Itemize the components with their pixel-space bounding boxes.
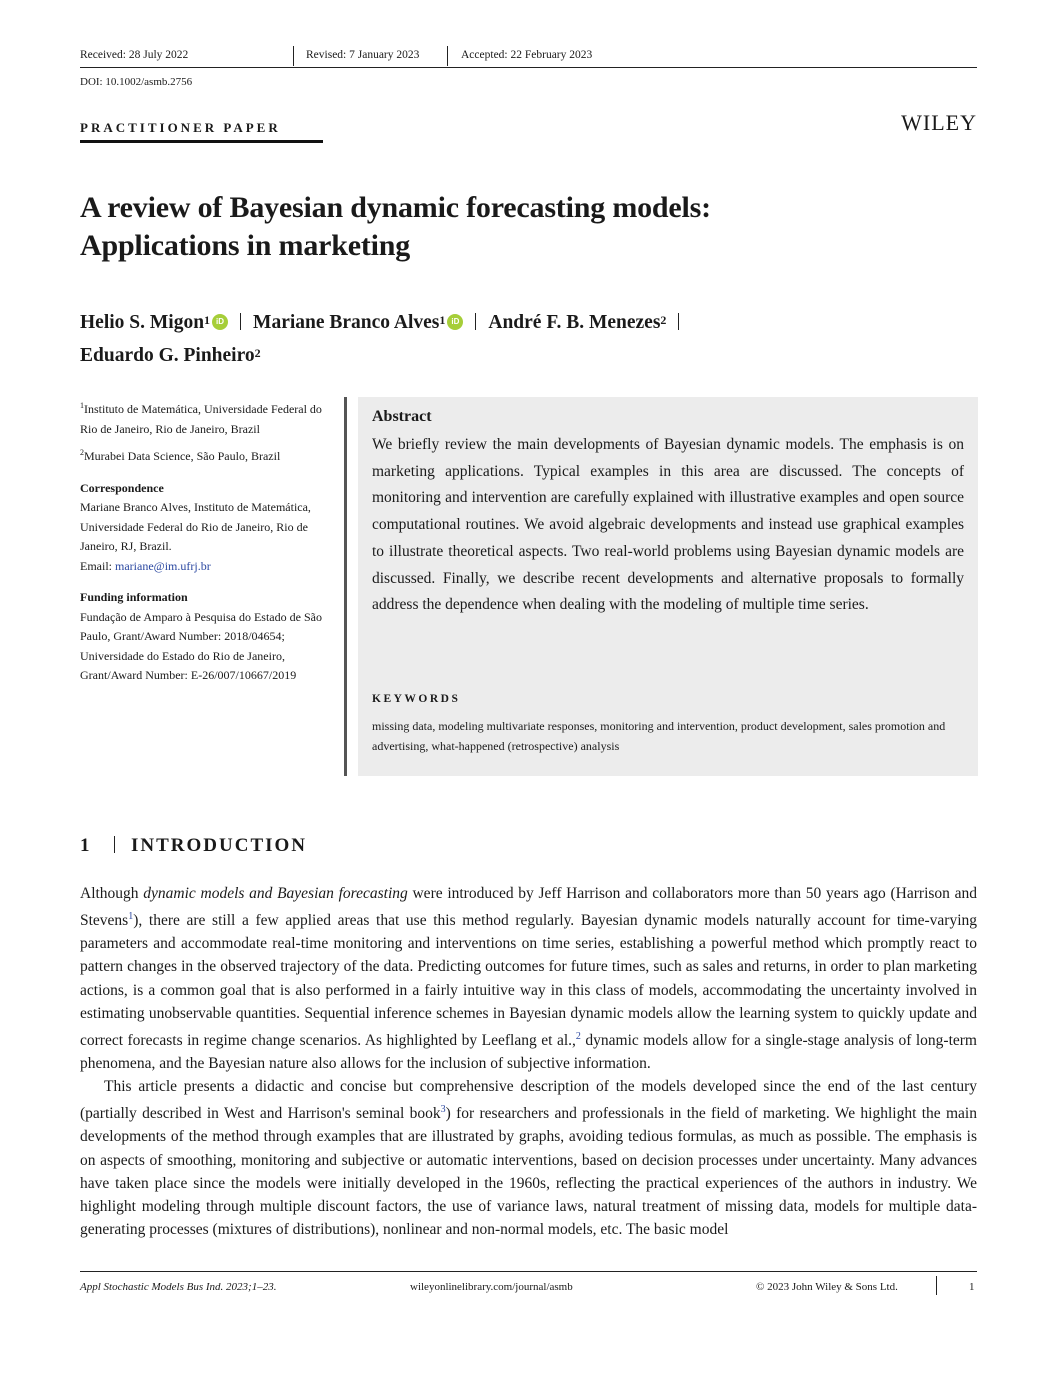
body-text (80, 882, 977, 1241)
keywords-text: missing data, modeling multivariate responses, monitoring and intervention, product development, sales promotion and advertising, what-happened (retrospective) analysis (372, 719, 946, 753)
citation-link[interactable]: 1 (128, 911, 134, 923)
paper-type: PRACTITIONER PAPER (80, 120, 281, 135)
author-name[interactable]: Mariane Branco Alves (253, 312, 440, 333)
email-link[interactable]: mariane@im.ufrj.br (115, 558, 211, 573)
text-span: ) for researchers and professionals in the field of marketing. We highlight the main developments of the method through examples that are illustrated by graphs, avoiding tedious formulas, as much as possible. The emphasis is on aspects of smoothing, monitoring and subjective or automatic interventions, based on decision processes under uncertainty. Many advances have taken place since the models were initially developed in the 1960s, reflecting the practical experiences of the authors in industry. We highlight modeling through multiple discount factors, the use of variance laws, natural treatment of missing data, models for multiple data-generating processes (mixtures of distributions), nonlinear and non-normal models, etc. The basic model (80, 1105, 977, 1238)
divider (293, 46, 294, 66)
article-title (80, 189, 980, 265)
affiliation-ref[interactable]: 2 (254, 346, 261, 360)
section-divider (114, 836, 115, 853)
publisher-logo: WILEY (901, 110, 977, 135)
orcid-icon[interactable]: iD (447, 314, 463, 330)
correspondence-email-line (80, 557, 332, 577)
abstract-text: We briefly review the main developments of Bayesian dynamic models. The emphasis is on marketing applications. Typical examples in this area are discussed. The concepts of monitoring and intervention are carefully explained with illustrative examples and open source computational routines. We avoid algebraic developments and instead use graphical examples to illustrate theoretical aspects. Two real-world problems using Bayesian dynamic models are discussed. Finally, we describe recent developments and alternative proposals to formally address the dependence when dealing with the modeling of multiple time series. (372, 436, 964, 614)
paragraph (80, 882, 977, 1075)
affiliation-ref[interactable]: 2 (660, 313, 667, 327)
page-number: 1 (969, 1281, 975, 1293)
affiliations (80, 396, 332, 467)
paper-type-underline (80, 140, 323, 143)
author-divider (240, 313, 241, 330)
article-info-sidebar (80, 396, 332, 698)
journal-url[interactable]: wileyonlinelibrary.com/journal/asmb (410, 1281, 573, 1293)
citation-link[interactable]: 3 (440, 1104, 446, 1116)
citation-link[interactable]: 2 (575, 1030, 581, 1042)
author-name[interactable]: Helio S. Migon (80, 312, 205, 333)
text-span: This article presents a didactic and concise but comprehensive description of the models developed since the end of the last century (partially described in West and Harrison's seminal book (80, 1078, 977, 1123)
header-rule (80, 67, 977, 68)
abstract-accent-bar (344, 397, 347, 776)
journal-citation: Appl Stochastic Models Bus Ind. 2023;1–23. (80, 1281, 277, 1293)
received-date: Received: 28 July 2022 (80, 49, 189, 61)
correspondence (80, 479, 332, 577)
text-span: Although (80, 885, 144, 902)
copyright: © 2023 John Wiley & Sons Ltd. (756, 1281, 898, 1293)
title-line-2: Applications in marketing (80, 229, 411, 262)
affiliation-2 (80, 443, 332, 467)
author-list (80, 306, 980, 372)
revised-date: Revised: 7 January 2023 (306, 49, 420, 61)
affiliation-number: 1 (80, 401, 84, 410)
affiliation-1 (80, 396, 332, 439)
section-number: 1 (80, 835, 92, 856)
funding-heading: Funding information (80, 590, 188, 604)
text-span: were introduced by Jeff Harrison and collaborators more than 50 years ago (Harrison and Stevens (80, 885, 978, 930)
affiliation-number: 2 (80, 448, 84, 457)
author-divider (475, 313, 476, 330)
author-name[interactable]: Eduardo G. Pinheiro (80, 345, 255, 366)
text-span: dynamic models allow for a single-stage analysis of long-term phenomena, and the Bayesian nature also allows for the inclusion of subjective information. (80, 1031, 977, 1072)
keywords-heading: KEYWORDS (372, 693, 461, 705)
email-label: Email: (80, 558, 112, 573)
abstract-heading: Abstract (372, 408, 432, 425)
footer-divider (936, 1276, 937, 1295)
accepted-date: Accepted: 22 February 2023 (461, 49, 593, 61)
doi[interactable]: DOI: 10.1002/asmb.2756 (80, 76, 193, 88)
author-divider (678, 313, 679, 330)
author-name[interactable]: André F. B. Menezes (488, 312, 661, 333)
text-span: ), there are still a few applied areas that use this method regularly. Bayesian dynamic models naturally account for time-varying parameters and accommodate real-time monitoring and interventions on time series, establishing a powerful method which promptly react to pattern changes in the observed trajectory of the data. Predicting outcomes for future times, such as sales and returns, in order to plan marketing actions, is a common goal that is also performed in a fairly intuitive way in this class of models, accommodating the uncertainty involved in estimating unobservable quantities. Sequential inference schemes in Bayesian dynamic models allow the learning system to quickly update and correct forecasts in regime change scenarios. As highlighted by Leeflang et al., (80, 912, 977, 1049)
affiliation-ref[interactable]: 1 (204, 313, 211, 327)
orcid-icon[interactable]: iD (212, 314, 228, 330)
dates-bar (80, 46, 977, 68)
footer-rule (80, 1271, 977, 1272)
divider (447, 46, 448, 66)
paragraph (80, 1075, 977, 1241)
correspondence-heading: Correspondence (80, 480, 164, 495)
section-title: INTRODUCTION (131, 835, 308, 856)
affiliation-text: Murabei Data Science, São Paulo, Brazil (84, 449, 281, 463)
affiliation-ref[interactable]: 1 (439, 313, 446, 327)
title-line-1: A review of Bayesian dynamic forecasting models: (80, 191, 711, 224)
section-heading (80, 835, 307, 857)
funding-text: Fundação de Amparo à Pesquisa do Estado de São Paulo, Grant/Award Number: 2018/04654; Universidade do Estado do Rio de Janeiro, Grant/Award Number: E-26/007/10667/2019 (80, 609, 322, 682)
emphasis-text: dynamic models and Bayesian forecasting (143, 885, 408, 902)
funding (80, 588, 332, 686)
correspondence-text: Mariane Branco Alves, Instituto de Matemática, Universidade Federal do Rio de Janeiro, Rio de Janeiro, RJ, Brazil. (80, 500, 311, 553)
affiliation-text: Instituto de Matemática, Universidade Federal do Rio de Janeiro, Rio de Janeiro, Brazil (80, 402, 322, 436)
